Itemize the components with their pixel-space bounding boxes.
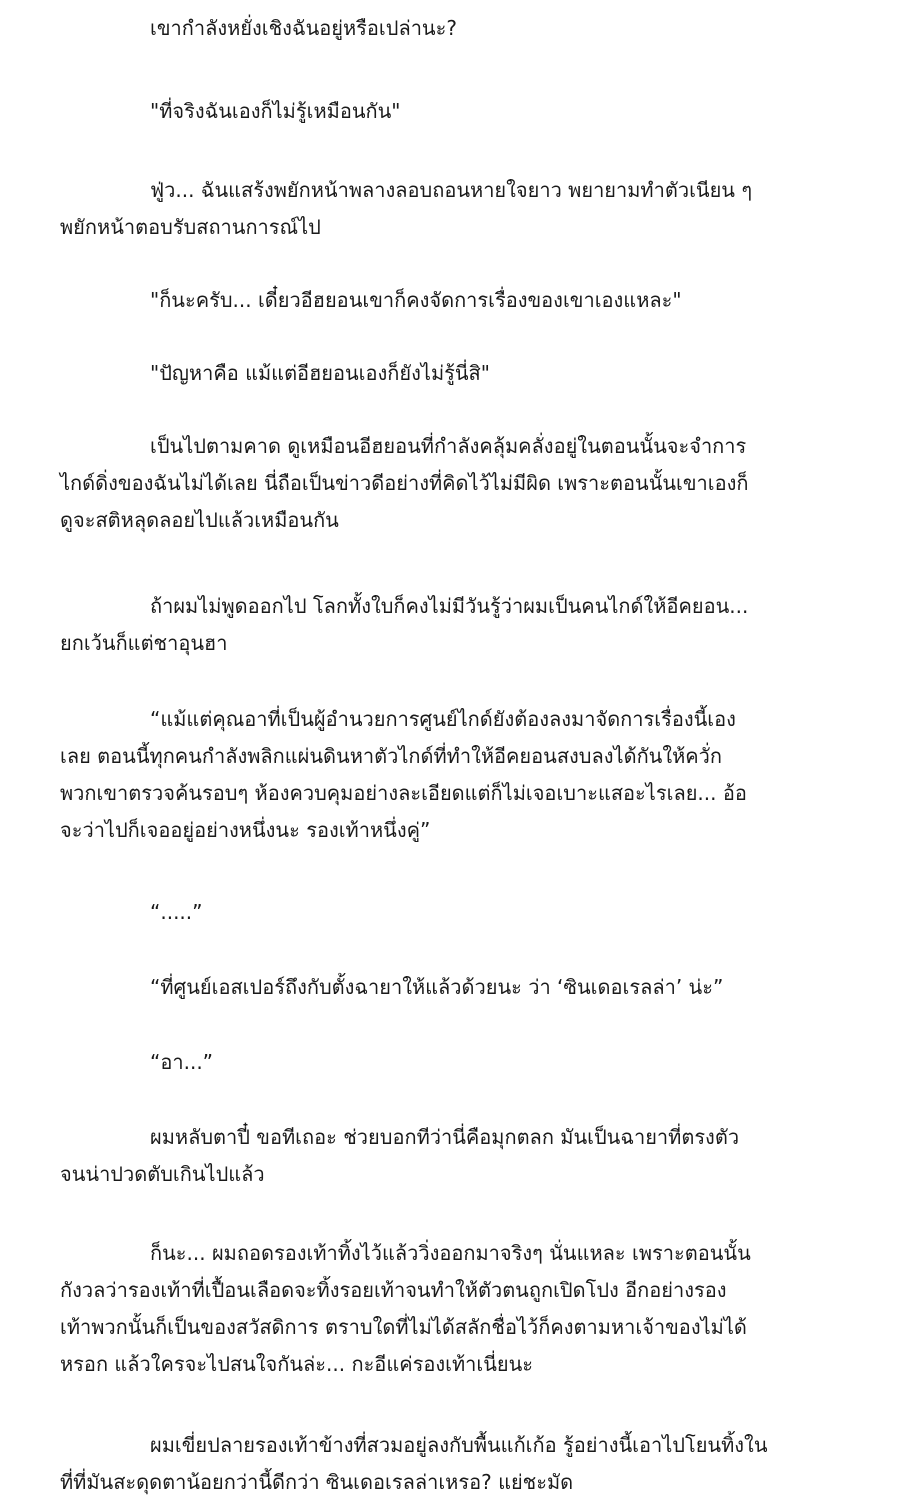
text-line: จะว่าไปก็เจออยู่อย่างหนึ่งนะ รองเท้าหนึ่งคู่”: [60, 818, 431, 842]
text-line: ก็นะ... ผมถอดรองเท้าทิ้งไว้แล้ววิ่งออกมาจริงๆ นั่นแหละ เพราะตอนนั้น: [150, 1241, 751, 1265]
text-line: "ก็นะครับ... เดี๋ยวอีฮยอนเขาก็คงจัดการเรื่องของเขาเองแหละ": [150, 288, 682, 312]
paragraph: [60, 428, 830, 539]
text-line: ผมหลับตาปี๋ ขอทีเถอะ ช่วยบอกทีว่านี่คือมุกตลก มันเป็นฉายาที่ตรงตัว: [150, 1125, 740, 1149]
text-line: “.....”: [150, 900, 203, 924]
text-line: “อา...”: [150, 1050, 214, 1074]
text-line: หรอก แล้วใครจะไปสนใจกันล่ะ... กะอีแค่รองเท้าเนี่ยนะ: [60, 1352, 533, 1376]
paragraph: [60, 1044, 830, 1081]
text-line: "ปัญหาคือ แม้แต่อีฮยอนเองก็ยังไม่รู้นี่สิ": [150, 361, 490, 385]
text-line: กังวลว่ารองเท้าที่เปื้อนเลือดจะทิ้งรอยเท้าจนทำให้ตัวตนถูกเปิดโปง อีกอย่างรอง: [60, 1278, 727, 1302]
paragraph: [60, 1235, 830, 1383]
text-line: ยกเว้นก็แต่ชาอุนฮา: [60, 631, 228, 655]
text-line: เขากำลังหยั่งเชิงฉันอยู่หรือเปล่านะ?: [150, 16, 457, 40]
paragraph: [60, 588, 830, 662]
text-line: ถ้าผมไม่พูดออกไป โลกทั้งใบก็คงไม่มีวันรู้ว่าผมเป็นคนไกด์ให้อีคยอน...: [150, 594, 749, 618]
text-line: ดูจะสติหลุดลอยไปแล้วเหมือนกัน: [60, 508, 339, 532]
text-line: พวกเขาตรวจค้นรอบๆ ห้องควบคุมอย่างละเอียดแต่ก็ไม่เจอเบาะแสอะไรเลย... อ้อ: [60, 781, 747, 805]
text-line: จนน่าปวดตับเกินไปแล้ว: [60, 1162, 265, 1186]
text-line: เท้าพวกนั้นก็เป็นของสวัสดิการ ตราบใดที่ไม่ได้สลักชื่อไว้ก็คงตามหาเจ้าของไม่ได้: [60, 1315, 747, 1339]
paragraph: [60, 1427, 830, 1501]
paragraph: [60, 172, 830, 246]
paragraph: [60, 701, 830, 849]
text-line: พยักหน้าตอบรับสถานการณ์ไป: [60, 215, 321, 239]
text-line: “แม้แต่คุณอาที่เป็นผู้อำนวยการศูนย์ไกด์ยังต้องลงมาจัดการเรื่องนี้เอง: [150, 707, 736, 731]
paragraph: [60, 1119, 830, 1193]
paragraph: [60, 969, 830, 1006]
text-line: เป็นไปตามคาด ดูเหมือนอีฮยอนที่กำลังคลุ้มคลั่งอยู่ในตอนนั้นจะจำการ: [150, 434, 747, 458]
paragraph: [60, 282, 830, 319]
paragraph: [60, 355, 830, 392]
text-line: ไกด์ดิ่งของฉันไม่ได้เลย นี่ถือเป็นข่าวดีอย่างที่คิดไว้ไม่มีผิด เพราะตอนนั้นเขาเองก็: [60, 471, 749, 495]
paragraph: [60, 10, 830, 47]
text-line: "ที่จริงฉันเองก็ไม่รู้เหมือนกัน": [150, 99, 401, 123]
text-line: “ที่ศูนย์เอสเปอร์ถึงกับตั้งฉายาให้แล้วด้วยนะ ว่า ‘ซินเดอเรลล่า’ น่ะ”: [150, 975, 724, 999]
text-line: ฟู่ว... ฉันแสร้งพยักหน้าพลางลอบถอนหายใจยาว พยายามทำตัวเนียน ๆ: [150, 178, 753, 202]
text-line: ผมเขี่ยปลายรองเท้าข้างที่สวมอยู่ลงกับพื้นแก้เก้อ รู้อย่างนี้เอาไปโยนทิ้งใน: [150, 1433, 768, 1457]
paragraph: [60, 894, 830, 931]
text-line: เลย ตอนนี้ทุกคนกำลังพลิกแผ่นดินหาตัวไกด์ที่ทำให้อีคยอนสงบลงได้กันให้ควั่ก: [60, 744, 723, 768]
paragraph: [60, 93, 830, 130]
text-line: ที่ที่มันสะดุดตาน้อยกว่านี้ดีกว่า ซินเดอเรลล่าเหรอ? แย่ชะมัด: [60, 1470, 574, 1494]
